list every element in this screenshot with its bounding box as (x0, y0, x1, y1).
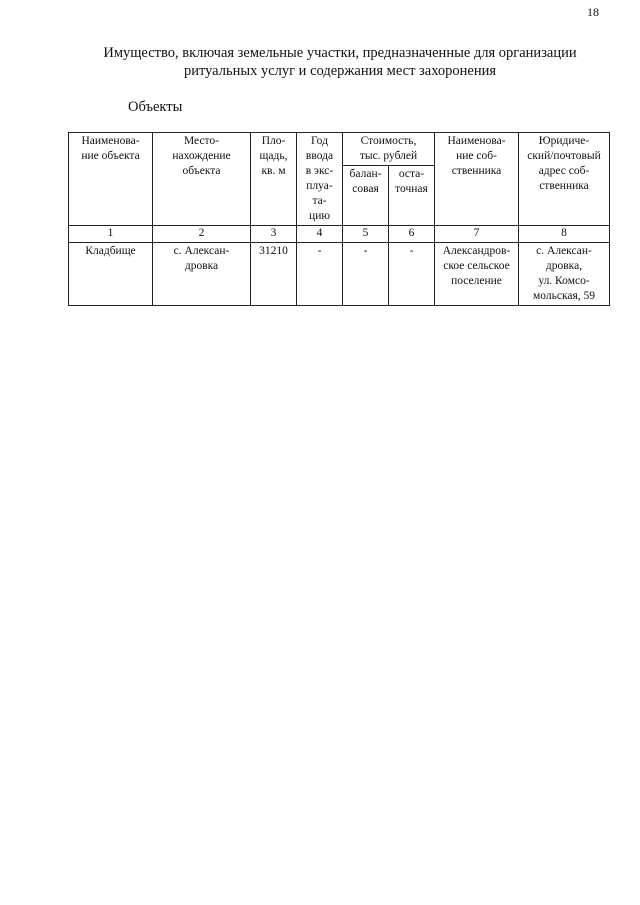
column-number: 5 (343, 226, 389, 243)
column-number-row (69, 226, 610, 243)
page-title (60, 44, 620, 80)
header-cost: Стоимость, тыс. рублей (343, 133, 435, 166)
header-year: Год ввода в экс- плуа- та- цию (297, 133, 343, 226)
header-owner: Наименова- ние соб- ственника (435, 133, 519, 226)
section-label: Объекты (128, 99, 183, 115)
column-number: 7 (435, 226, 519, 243)
header-cost-balance: балан- совая (343, 166, 389, 226)
column-number: 1 (69, 226, 153, 243)
cell-address: с. Алексан- дровка, ул. Комсо- мольская, 59 (519, 243, 610, 306)
header-area: Пло- щадь, кв. м (251, 133, 297, 226)
column-number: 4 (297, 226, 343, 243)
page-title-line-2: ритуальных услуг и содержания мест захоронения (183, 63, 497, 79)
table-row (69, 243, 610, 306)
cell-year: - (297, 243, 343, 306)
page-number: 18 (587, 5, 599, 19)
cell-cost-residual: - (389, 243, 435, 306)
page-title-line-1: Имущество, включая земельные участки, предназначенные для организации (103, 45, 577, 61)
header-name: Наименова- ние объекта (69, 133, 153, 226)
column-number: 8 (519, 226, 610, 243)
column-number: 2 (153, 226, 251, 243)
header-address: Юридиче- ский/почтовый адрес соб- ственника (519, 133, 610, 226)
header-cost-residual: оста- точная (389, 166, 435, 226)
cell-owner: Александров- ское сельское поселение (435, 243, 519, 306)
column-number: 3 (251, 226, 297, 243)
objects-table (68, 132, 610, 306)
cell-cost-balance: - (343, 243, 389, 306)
column-number: 6 (389, 226, 435, 243)
cell-area: 31210 (251, 243, 297, 306)
cell-name: Кладбище (69, 243, 153, 306)
header-location: Место- нахождение объекта (153, 133, 251, 226)
cell-location: с. Алексан- дровка (153, 243, 251, 306)
